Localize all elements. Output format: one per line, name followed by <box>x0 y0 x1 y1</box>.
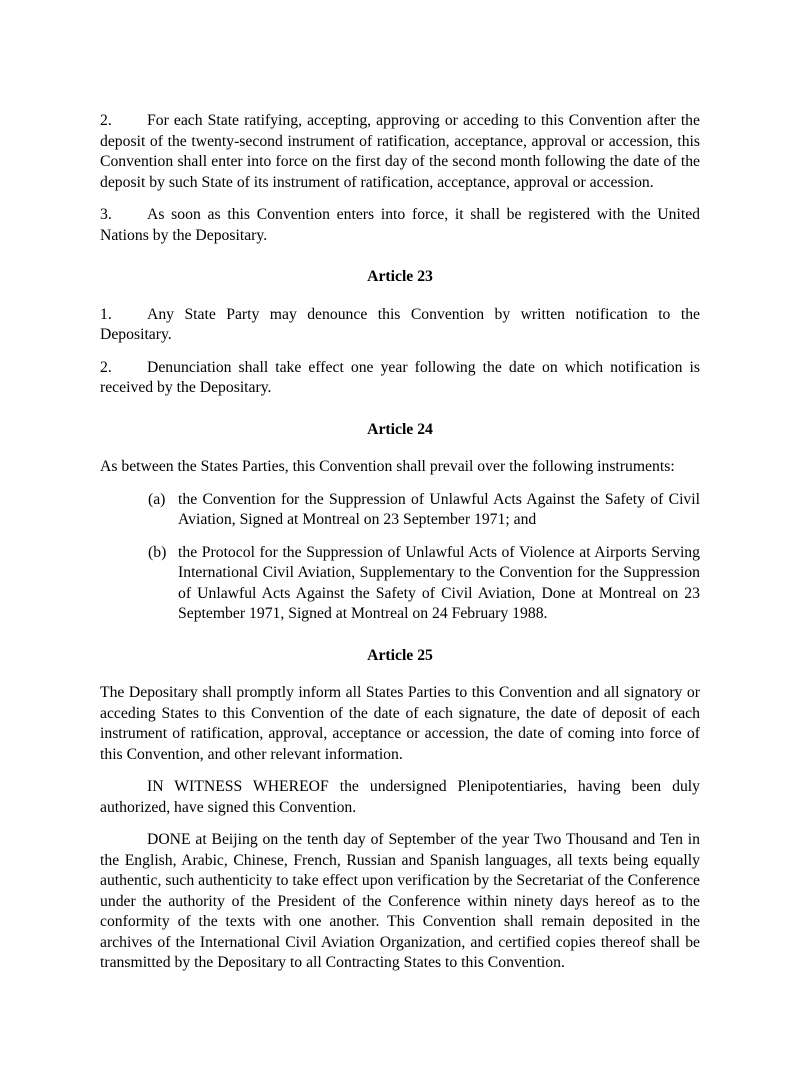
paragraph-text: For each State ratifying, accepting, approving or acceding to this Convention after the deposit of the twenty-second instrument of ratification, acceptance, approval or accession, this Convention shall enter into force on the first day of the second month following the date of the deposit by such State of its instrument of ratification, acceptance, approval or accession. <box>100 112 700 191</box>
list-item-label: (b) <box>148 543 167 561</box>
numbered-paragraph <box>100 358 700 399</box>
article-heading: Article 23 <box>367 268 433 285</box>
body-paragraph: The Depositary shall promptly inform all States Parties to this Convention and all signatory or acceding States to this Convention of the date of each signature, the date of deposit of each instrument of ratification, approval, acceptance or accession, the date of coming into force of this Convention, and other relevant information. <box>100 684 700 763</box>
paragraph-number: 3. <box>100 206 112 223</box>
numbered-paragraph <box>100 205 700 246</box>
list-item-text: the Protocol for the Suppression of Unlawful Acts of Violence at Airports Serving International Civil Aviation, Supplementary to the Convention for the Suppression of Unlawful Acts Against the Safety of Civil Aviation, Done at Montreal on 23 September 1971, Signed at Montreal on 24 February 1988. <box>178 543 700 622</box>
paragraph-number: 1. <box>100 305 112 323</box>
list-item <box>148 543 700 625</box>
article-heading: Article 24 <box>367 420 433 438</box>
paragraph-text: As soon as this Convention enters into force, it shall be registered with the United Nations by the Depositary. <box>100 206 700 244</box>
paragraph-text: Any State Party may denounce this Convention by written notification to the Depositary. <box>100 305 700 343</box>
body-paragraph: As between the States Parties, this Convention shall prevail over the following instruments: <box>100 458 675 475</box>
paragraph-text: Denunciation shall take effect one year following the date on which notification is received by the Depositary. <box>100 358 700 396</box>
list-item <box>148 490 700 531</box>
closing-paragraph: IN WITNESS WHEREOF the undersigned Plenipotentiaries, having been duly authorized, have signed this Convention. <box>100 778 700 816</box>
list-item-text: the Convention for the Suppression of Unlawful Acts Against the Safety of Civil Aviation, Signed at Montreal on 23 September 1971; and <box>178 490 700 528</box>
article-heading: Article 25 <box>367 646 433 664</box>
paragraph-number: 2. <box>100 112 112 129</box>
numbered-paragraph <box>100 305 700 346</box>
paragraph-number: 2. <box>100 358 112 376</box>
list-item-label: (a) <box>148 490 166 508</box>
numbered-paragraph <box>100 111 700 193</box>
closing-paragraph: DONE at Beijing on the tenth day of September of the year Two Thousand and Ten in the English, Arabic, Chinese, French, Russian and Spanish languages, all texts being equally authentic, such authenticity to take effect upon verification by the Secretariat of the Conference under the authority of the President of the Conference within ninety days hereof as to the conformity of the texts with one another. This Convention shall remain deposited in the archives of the International Civil Aviation Organization, and certified copies thereof shall be transmitted by the Depositary to all Contracting States to this Convention. <box>100 831 700 971</box>
